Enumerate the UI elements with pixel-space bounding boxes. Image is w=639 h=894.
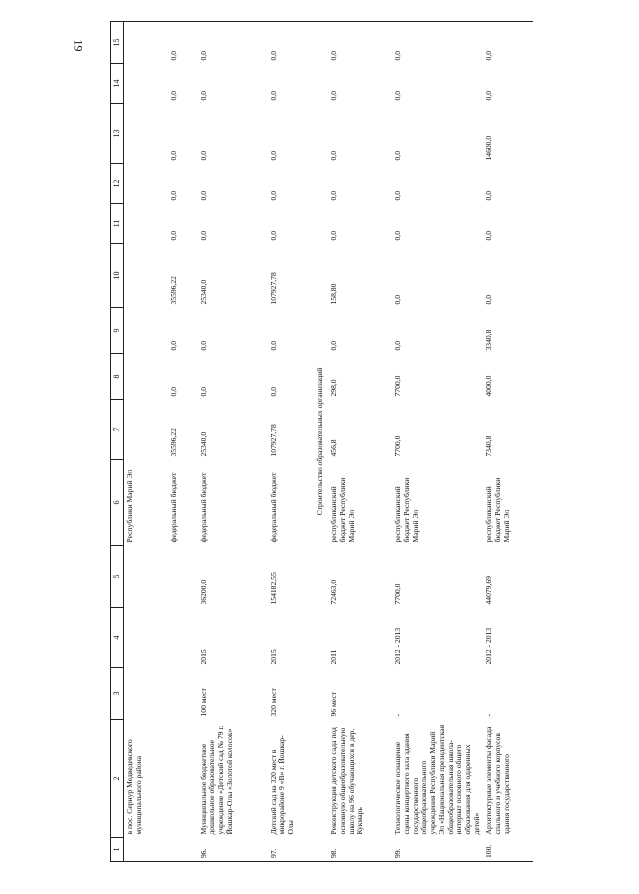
column-number-row [111,22,124,862]
table-row [124,22,168,862]
page-number: 19 [71,39,86,52]
table-row: федеральный бюджет 35596,22 0,0 0,0 35596,22 0,0 0,0 0,0 0,0 0,0 [168,22,198,862]
row-number: 98. [328,838,392,862]
col-4-header: 4 [111,608,124,668]
table-row: 97. Детский сад на 320 мест в микрорайоне 9 «В» г. Йошкар-Олы 320 мест 2015 154182,55 федеральный бюджет 107927,78 0,0 0,0 107927,78 0,0 0,0 0,0 0,0 0,0 [268,22,312,862]
object-name: Архитектурные элементы фасада спального и учебного корпусов здания государственного [484,726,511,835]
table-row: 98. Реконструкция детского сада под основную общеобразовательную школу на 96 обучающихся в дер. Кукмарь 96 мест 2011 72463,0 республиканский бюджет Республики Марий Эл 456,8 298,0 0,0 158,80 0,0 0,0 0,0 0,0 0,0 [328,22,392,862]
col-6-header: 6 [111,460,124,546]
program-table [110,22,530,862]
col-12-header: 12 [111,164,124,204]
table-row: 96. Муниципальное бюджетное дошкольное образовательное учреждение «Детский сад № 79 г. Йошкар-Олы «Золотой колосок» 100 мест 2015 36200,0 федеральный бюджет 25340,0 0,0 0,0 25340,0 0,0 0,0 0,0 0,0 0,0 [198,22,268,862]
funding-source: республиканский бюджет Республики Марий Эл [329,477,356,543]
row-number: 97. [268,838,312,862]
funding-source: федеральный бюджет [198,472,208,543]
col-15-header: 15 [111,22,124,64]
col-5-header: 5 [111,546,124,608]
object-name: Детский сад на 320 мест в микрорайоне 9 «В» г. Йошкар-Олы [268,735,295,835]
col-8-header: 8 [111,354,124,400]
funding-source: республиканский бюджет Республики Марий Эл [484,477,511,543]
objects-table [110,21,533,862]
row-number: 96. [198,838,268,862]
col-1-header: 1 [111,838,124,862]
table-row: 99. Технологическое оснащение сцены концертного зала здания государственного общеобразовательного учреждения Республики Марий Эл «Национальная президентская общеобразовательная школа-интернат основного общего образования для одаренных детей» - 2012 - 2013 7700,0 республиканский бюджет Республики Марий Эл 7700,0 7700,0 0,0 0,0 0,0 0,0 0,0 0,0 0,0 [392,22,483,862]
col-7-header: 7 [111,400,124,460]
table-row: 100. Архитектурные элементы фасада спального и учебного корпусов здания государственного - 2012 - 2013 44079,69 республиканский бюджет Республики Марий Эл 7340,8 4000,0 3340,8 0,0 0,0 0,0 14600,0 0,0 0,0 [483,22,533,862]
funding-source: федеральный бюджет [168,472,178,543]
object-name: Муниципальное бюджетное дошкольное образовательное учреждение «Детский сад № 79 г. Йошкар-Олы «Золотой колосок» [198,725,234,835]
object-name: в пос. Сернур Медведевского муниципального района [125,739,143,835]
col-11-header: 11 [111,204,124,244]
object-name: Технологическое оснащение сцены концертного зала здания государственного общеобразовательного учреждения Республики Марий Эл «Национальная президентская общеобразовательная школа-интернат основного общего образования для одаренных детей» [393,724,481,835]
col-13-header: 13 [111,104,124,164]
funding-source: республиканский бюджет Республики Марий Эл [393,477,420,543]
row-number: 100. [483,838,533,862]
col-3-header: 3 [111,668,124,720]
object-name: Реконструкция детского сада под основную общеобразовательную школу на 96 обучающихся в дер. Кукмарь [329,727,365,835]
col-9-header: 9 [111,308,124,354]
section-row [312,22,329,862]
section-title: Строительство образовательных организаций [312,22,329,862]
row-number: 99. [392,838,483,862]
col-10-header: 10 [111,244,124,308]
col-2-header: 2 [111,720,124,838]
funding-source: Республики Марий Эл [125,469,134,543]
col-14-header: 14 [111,64,124,104]
funding-source: федеральный бюджет [268,472,278,543]
